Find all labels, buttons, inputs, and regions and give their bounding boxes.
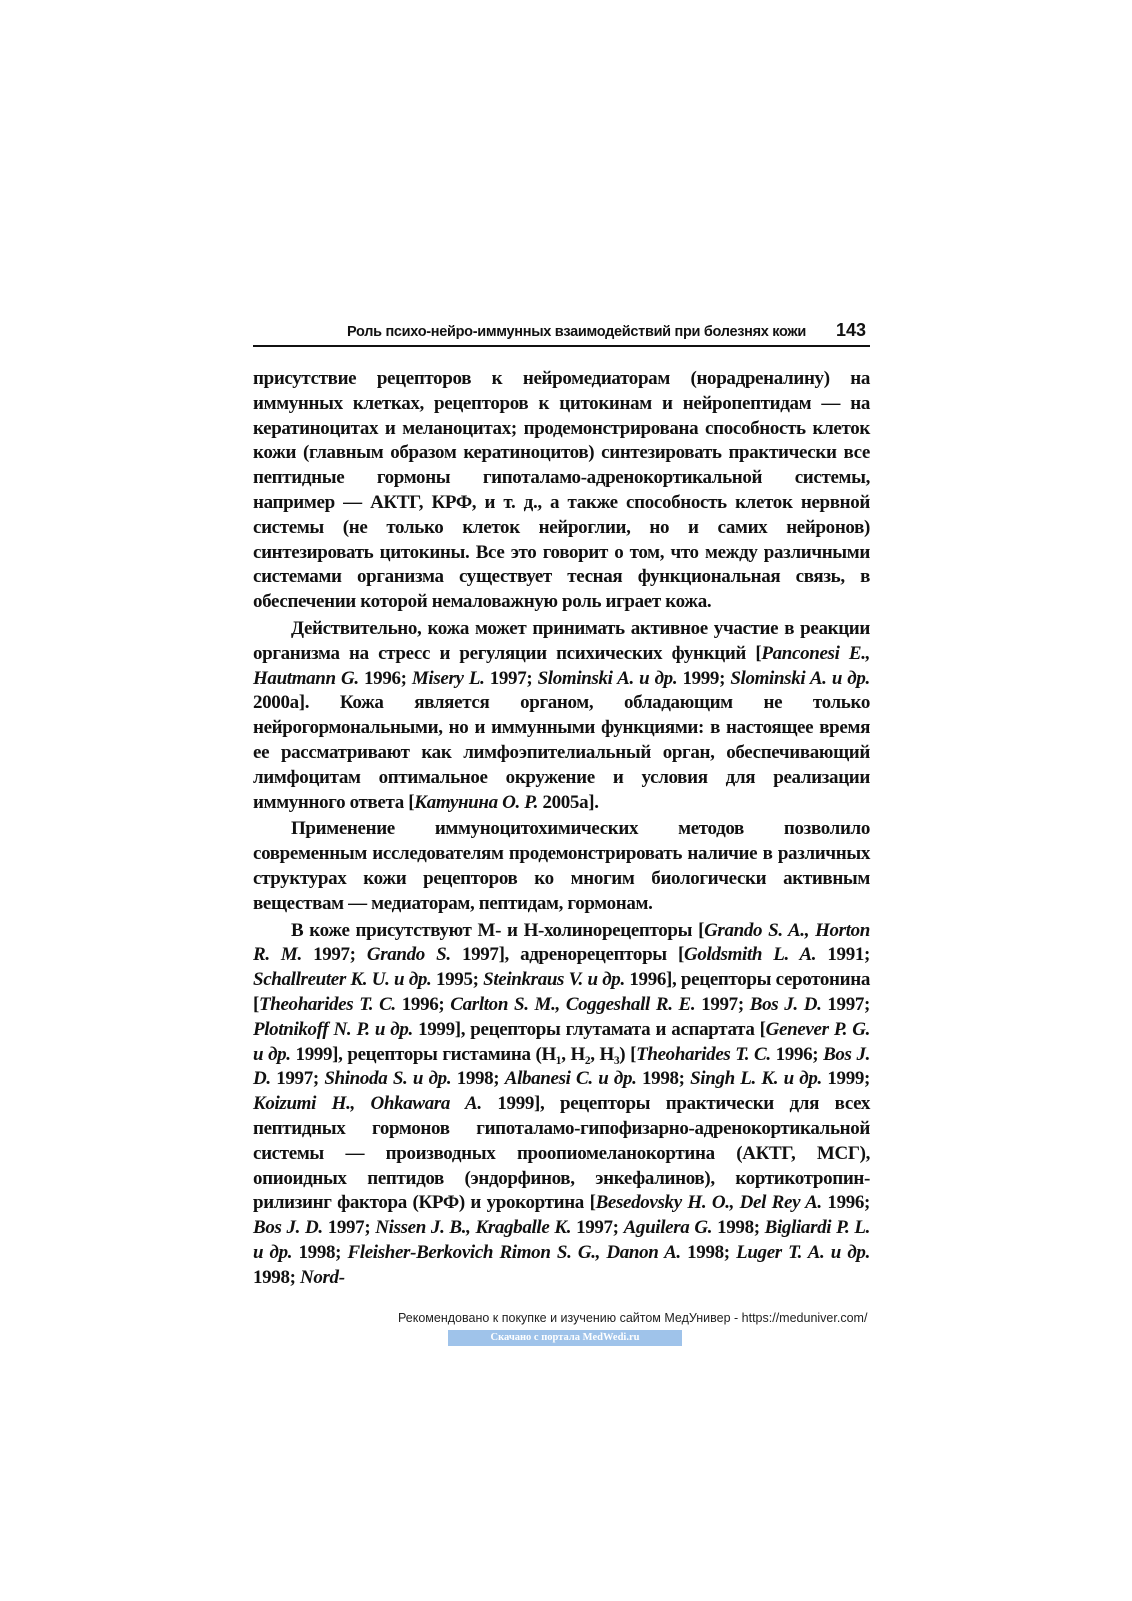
citation-author: Steinkraus V. и др. <box>483 969 625 991</box>
text-run: 1997; <box>270 1068 325 1090</box>
paragraph <box>253 919 870 1291</box>
text-run: 1996; <box>395 993 451 1015</box>
citation-author: Besedovsky H. O., Del Rey A. <box>595 1192 822 1214</box>
citation-author: Luger T. A. и др. <box>736 1241 870 1263</box>
citation-author: Singh L. K. и др. <box>690 1068 822 1090</box>
text-run: 1996; <box>358 667 412 689</box>
text-run: 1998; <box>636 1068 691 1090</box>
text-run: 1997; <box>695 993 750 1015</box>
citation-author: Grando S. A., Horton R. M. <box>253 919 870 966</box>
text-run: 1998; <box>680 1241 737 1263</box>
citation-author: Plotnikoff N. P. и др. <box>253 1018 413 1040</box>
text-run: В коже присутствуют М- и Н-холинорецепторы [ <box>291 919 705 941</box>
text-run: 1997; <box>322 1217 376 1239</box>
page-number: 143 <box>835 320 866 340</box>
download-banner[interactable]: Скачано с портала MedWedi.ru <box>448 1330 682 1346</box>
text-run: 1996; <box>821 1192 870 1214</box>
citation-author: Albanesi C. и др. <box>504 1068 637 1090</box>
text-run: 2005а]. <box>538 791 599 813</box>
citation-author: Theoharides T. C. <box>258 993 396 1015</box>
citation-author: Bigliardi P. L. и др. <box>253 1217 870 1263</box>
citation-author: Bos J. D. <box>253 1217 323 1239</box>
text-run: Применение иммуноцитохимических методов позволило современным исследователям продемонстрировать наличие в различных структурах кожи рецепторов ко многим биологически активным веществам — медиаторам, пептидам, гормонам. <box>253 818 870 914</box>
text-run: 1997], адренорецепторы [ <box>450 944 684 966</box>
citation-author: Goldsmith L. A. <box>683 944 817 966</box>
citation-author: Koizumi H., Ohkawara A. <box>253 1093 482 1115</box>
citation-author: Schallreuter K. U. и др. <box>253 969 432 991</box>
citation-author: Misery L. <box>411 667 485 689</box>
citation-author: Grando S. <box>366 944 451 966</box>
citation-author: Катунина О. Р. <box>414 791 539 813</box>
recommendation-note: Рекомендовано к покупке и изучению сайтом МедУнивер - https://meduniver.com/ <box>398 1311 868 1325</box>
text-run: 1996], рецепторы серотонина [ <box>253 969 870 1015</box>
text-run: 1998; <box>451 1068 505 1090</box>
text-run: Действительно, кожа может принимать активное участие в реакции организма на стресс и регуляции психических функций [ <box>253 617 870 664</box>
text-run: 1999], рецепторы гистамина (H₁, H₂, H₃) [ <box>290 1043 637 1065</box>
text-run: 1997; <box>484 667 538 689</box>
running-title: Роль психо-нейро-иммунных взаимодействий при болезнях кожи <box>347 324 806 340</box>
paragraph <box>253 617 870 815</box>
citation-author: Slominski A. и др. <box>730 667 870 689</box>
citation-author: Theoharides T. C. <box>636 1043 771 1065</box>
citation-author: Slominski A. и др. <box>537 667 678 689</box>
citation-author: Shinoda S. и др. <box>324 1068 452 1090</box>
citation-author: Fleisher-Berkovich Rimon S. G., Danon A. <box>347 1241 681 1263</box>
body-text <box>253 367 870 1290</box>
text-run: 1997; <box>571 1217 624 1239</box>
citation-author: Bos J. D. <box>253 1043 870 1090</box>
paragraph <box>253 367 870 615</box>
citation-author: Nissen J. B., Kragballe K. <box>375 1217 572 1239</box>
text-run: 1999; <box>677 667 731 689</box>
running-header <box>253 320 870 347</box>
text-run: 1999; <box>821 1068 870 1090</box>
text-run: 1999], рецепторы практически для всех пептидных гормонов гипоталамо-гипофизарно-адренокортикальной системы — производных проопиомеланокортина (АКТГ, МСГ), опиоидных пептидов (эндорфинов, энкефалинов), кортикотропин-рилизинг фактора (КРФ) и урокортина [ <box>253 1093 870 1214</box>
paragraph <box>253 817 870 916</box>
text-run: 2000а]. Кожа является органом, обладающим не только нейрогормональными, но и иммунными функциями: в настоящее время ее рассматривают как лимфоэпителиальный орган, обеспечивающий лимфоцитам оптимальное окружение и условия для реализации иммунного ответа [ <box>253 692 870 813</box>
text-run: 1999], рецепторы глутамата и аспартата [ <box>412 1018 766 1040</box>
text-run: 1996; <box>770 1043 824 1065</box>
book-page <box>253 320 870 1290</box>
text-run: 1998; <box>253 1266 300 1288</box>
text-run: 1998; <box>712 1217 765 1239</box>
text-run: 1997; <box>821 993 870 1015</box>
text-run: присутствие рецепторов к нейромедиаторам (норадреналину) на иммунных клетках, рецепторов к цитокинам и нейропептидам — на кератиноцитах и меланоцитах; продемонстрирована способность клеток кожи (главным образом кератиноцитов) синтезировать практически все пептидные гормоны гипоталамо-адренокортикальной системы, например — АКТГ, КРФ, и т. д., а также способность клеток нервной системы (не только клеток нейроглии, но и самих нейронов) синтезировать цитокины. Все это говорит о том, что между различными системами организма существует тесная функциональная связь, в обеспечении которой немаловажную роль играет кожа. <box>253 368 870 613</box>
text-run: 1991; <box>816 944 870 966</box>
text-run: 1997; <box>301 944 367 966</box>
citation-author: Bos J. D. <box>749 993 822 1015</box>
citation-author: Carlton S. M., Coggeshall R. E. <box>450 993 696 1015</box>
text-run: 1998; <box>292 1241 348 1263</box>
text-run: 1995; <box>431 969 484 991</box>
citation-author: Genever P. G. и др. <box>253 1018 870 1065</box>
citation-author: Panconesi E., Hautmann G. <box>253 642 870 689</box>
citation-author: Nord- <box>299 1266 345 1288</box>
citation-author: Aguilera G. <box>623 1217 713 1239</box>
